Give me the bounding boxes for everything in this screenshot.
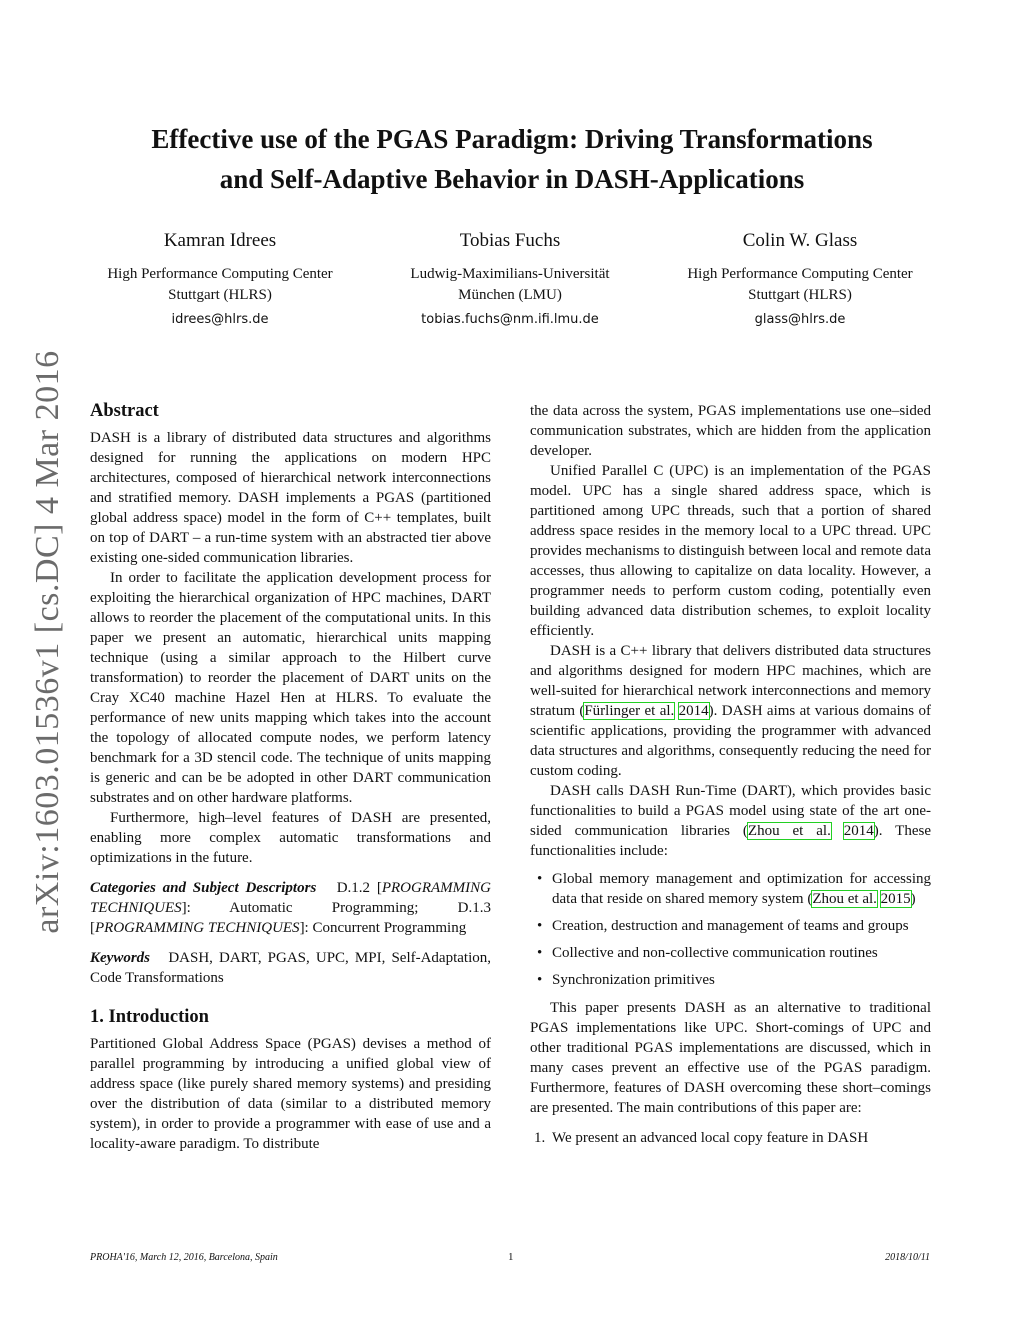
list-item-text: Synchronization primitives [552,972,715,988]
categories-paragraph [90,878,491,938]
citation-year-link[interactable]: 2014 [843,823,874,839]
list-item-text: We present an advanced local copy feature in DASH [552,1130,869,1146]
dash-paragraph-text: ). DASH aims at various domains of scientific applications, providing the programmer with advanced data structures and algorithms, consequently reducing the need for custom coding. [530,703,931,779]
author-email[interactable]: glass@hlrs.de [754,312,846,327]
categories-text: ]: Automatic Programming; D.1.3 [ [90,900,491,936]
page-number: 1 [508,1251,514,1263]
author-block-fuchs [360,230,660,327]
dash-paragraph-text: DASH is a C++ library that delivers distributed data structures and algorithms designed for modern HPC machines, which are well-suited for hierarchical network interconnections and memory stratum ( [530,643,931,719]
paper-title-line-2: and Self-Adaptive Behavior in DASH-Applications [219,164,805,194]
categories-text: ]: Concurrent Programming [299,920,467,936]
list-item [530,970,931,990]
author-affiliation: Ludwig-Maximilians-Universität [410,266,610,282]
abstract-paragraph-1: DASH is a library of distributed data structures and algorithms designed for running the applications on modern HPC architectures, composed of hierarchical network interconnections and stratified memory. DASH implements a PGAS (partitioned global address space) model in the form of C++ templates, built on top of DART – a run-time system with an abstracted tier above existing one-sided communication libraries. [90,430,491,566]
footer-date: 2018/10/11 [885,1252,930,1263]
author-affiliation-city: München (LMU) [458,287,562,303]
categories-italic: PROGRAMMING TECHNIQUES [95,920,300,936]
abstract-heading: Abstract [90,401,159,421]
contributions-list [530,1128,931,1148]
dash-paragraph [530,641,931,781]
dart-paragraph-text: DASH calls DASH Run-Time (DART), which provides basic functionalities to build a PGAS model using state of the art one-sided communication libraries ( [530,783,931,839]
dart-paragraph [530,781,931,861]
introduction-heading: 1. Introduction [90,1007,209,1027]
abstract-paragraph-3: Furthermore, high–level features of DASH are presented, enabling more complex automatic transformations and optimizations in the future. [90,810,491,866]
contributions-paragraph: This paper presents DASH as an alternative to traditional PGAS implementations like UPC. Short-comings of UPC and other traditional PGAS implementations are discussed, which in many cases prevent an effective use of the PGAS paradigm. Furthermore, features of DASH overcoming these short–comings are presented. The main contributions of this paper are: [530,1000,931,1116]
author-block-glass [650,230,950,327]
list-item-text: Global memory management and optimization for accessing data that reside on shared memory system ( [552,871,931,907]
keywords-label: Keywords [90,950,150,966]
bullet-glyph: • [537,972,543,988]
author-email[interactable]: idrees@hlrs.de [171,312,269,327]
list-item-text: Collective and non-collective communication routines [552,945,878,961]
author-name: Colin W. Glass [742,230,858,251]
author-affiliation: High Performance Computing Center [687,266,913,282]
bullet-glyph: • [537,871,543,887]
citation-year-link[interactable]: 2014 [678,703,709,719]
paper-title-line-1: Effective use of the PGAS Paradigm: Driving Transformations [151,124,873,154]
list-item [530,916,931,936]
citation-link[interactable]: Zhou et al. [747,823,831,839]
functionality-list [530,869,931,990]
list-item [530,869,931,909]
categories-italic: PROGRAMMING TECHNIQUES [90,880,491,916]
left-column [90,400,491,1154]
citation-year-link[interactable]: 2015 [880,891,911,907]
author-affiliation-city: Stuttgart (HLRS) [168,287,272,303]
bullet-glyph: • [537,918,543,934]
keywords-paragraph [90,948,491,988]
abstract-paragraph-2: In order to facilitate the application development process for exploiting the hierarchical organization of HPC machines, DART allows to reorder the placement of the computational units. In this paper we present an automatic, hierarchical units mapping technique (using a similar approach to the Hilbert curve transformation) to reorder the placement of DART units on the Cray XC40 machine Hazel Hen at HLRS. To evaluate the performance of new units mapping which takes into the account the topology of allocated compute nodes, we perform latency benchmark for a 3D stencil code. The technique of units mapping is generic and can be be adopted in other DART communication substrates and on other hardware platforms. [90,570,491,806]
citation-link[interactable]: Zhou et al. [812,891,877,907]
citation-link[interactable]: Fürlinger et al. [584,703,675,719]
categories-label: Categories and Subject Descriptors [90,880,317,896]
dart-paragraph-text: ). These functionalities include: [530,823,931,859]
author-name: Tobias Fuchs [459,230,561,251]
list-item-text: Creation, destruction and management of teams and groups [552,918,909,934]
author-name: Kamran Idrees [163,230,277,251]
list-item-text: ) [910,891,916,907]
bullet-glyph: • [537,945,543,961]
author-affiliation: High Performance Computing Center [107,266,333,282]
author-email[interactable]: tobias.fuchs@nm.ifi.lmu.de [421,312,599,327]
list-number: 1. [534,1130,546,1146]
keywords-text: DASH, DART, PGAS, UPC, MPI, Self-Adaptation, Code Transformations [90,950,492,986]
list-item [530,1128,931,1148]
right-paragraph-1: the data across the system, PGAS implementations use one–sided communication substrates, which are hidden from the application developer. [530,403,931,459]
list-item [530,943,931,963]
upc-paragraph: Unified Parallel C (UPC) is an implementation of the PGAS model. UPC has a single shared address space, which is partitioned among UPC threads, such that a portion of shared address space resides in the memory local to a UPC thread. UPC provides mechanisms to distinguish between local and remote data accesses, thus allowing to capitalize on data locality. However, a programmer needs to perform custom coding, potentially even building advanced data distribution schemes, to exploit locality efficiently. [530,463,931,639]
introduction-paragraph-1: Partitioned Global Address Space (PGAS) devises a method of parallel programming by introducing a unified global view of address space (like purely shared memory systems) and presiding over the distribution of data (similar to a distributed memory system), in order to provide a programmer with ease of use and a locality-aware paradigm. To distribute [90,1036,491,1152]
right-column [530,401,931,1148]
footer-venue: PROHA'16, March 12, 2016, Barcelona, Spain [90,1252,278,1263]
arxiv-identifier: arXiv:1603.01536v1 [cs.DC] 4 Mar 2016 [29,350,66,934]
author-affiliation-city: Stuttgart (HLRS) [748,287,852,303]
categories-text: D.1.2 [ [336,880,382,896]
author-block-idrees [70,230,370,327]
